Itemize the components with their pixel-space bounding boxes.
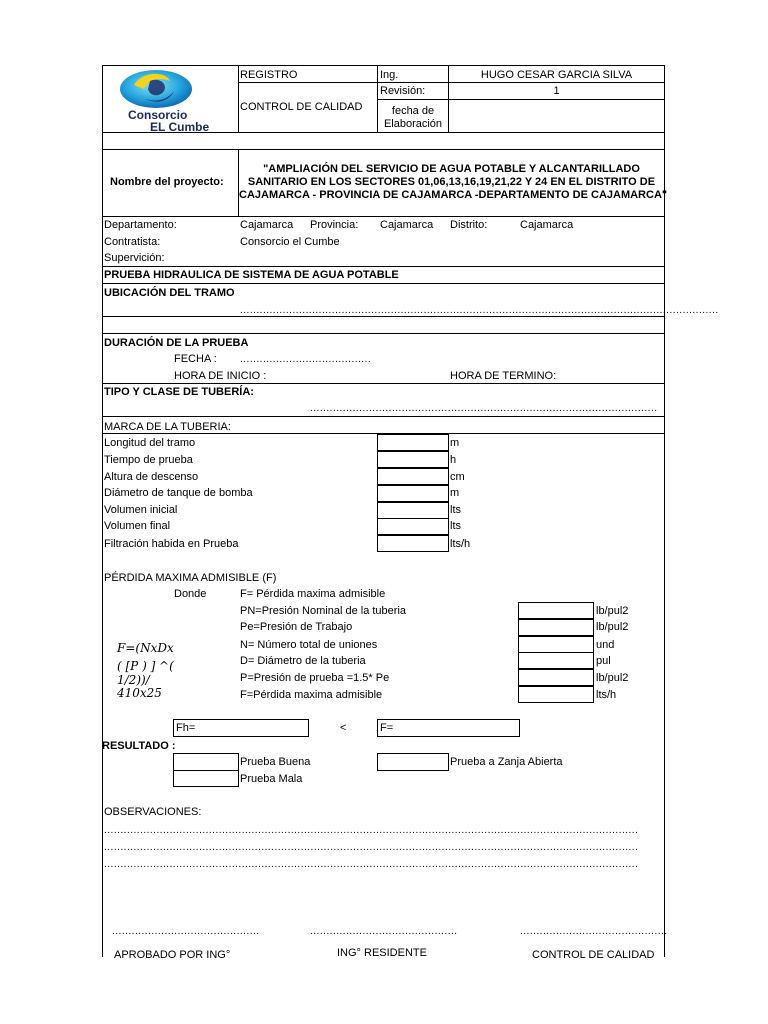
- f-label: F=: [380, 722, 394, 734]
- param-unit: lts: [450, 504, 461, 516]
- revision-value: 1: [553, 85, 560, 97]
- fecha-label: FECHA :: [174, 353, 217, 365]
- departamento-value: Cajamarca: [240, 219, 294, 231]
- perdida-row-label: N= Número total de uniones: [240, 639, 378, 651]
- param-input[interactable]: [377, 518, 449, 535]
- prueba-buena-label: Prueba Buena: [240, 756, 311, 768]
- spacer-line-2: [102, 333, 665, 334]
- perdida-row-unit: und: [596, 639, 615, 651]
- company-name-line2: EL Cumbe: [150, 120, 210, 134]
- duracion-bottom-line: [102, 383, 665, 384]
- param-label: Volumen inicial: [104, 504, 178, 516]
- ubicacion-title: UBICACIÓN DEL TRAMO: [104, 287, 235, 299]
- fh-input[interactable]: [173, 719, 309, 737]
- observaciones-line[interactable]: ...................................................................................................................................................................: [104, 842, 639, 853]
- param-input[interactable]: [377, 485, 449, 502]
- departamento-label: Departamento:: [104, 219, 177, 231]
- perdida-row-input[interactable]: [518, 652, 594, 669]
- fecha-dots: ........................................: [240, 354, 372, 365]
- perdida-row-unit: lb/pul2: [596, 672, 629, 684]
- ubicacion-bottom-line: [102, 316, 665, 317]
- param-unit: h: [450, 454, 457, 466]
- project-name-line2: SANITARIO EN LOS SECTORES 01,06,13,16,19,21,22 Y 24 EN EL DISTRITO DE: [247, 176, 656, 188]
- param-unit: cm: [450, 471, 465, 483]
- perdida-row-label: F=Pérdida maxima admisible: [240, 689, 383, 701]
- perdida-row-unit: pul: [596, 655, 611, 667]
- header-bottom-line: [102, 132, 665, 133]
- param-unit: m: [450, 487, 460, 499]
- ubicacion-dots: ..................................................................................................................................................: [240, 305, 719, 316]
- param-input[interactable]: [377, 451, 449, 468]
- location-bottom-line: [102, 266, 665, 267]
- param-input[interactable]: [377, 434, 449, 451]
- company-name-line1: Consorcio: [128, 108, 188, 122]
- control-calidad-label: CONTROL DE CALIDAD: [240, 101, 363, 113]
- param-unit: lts: [450, 520, 461, 532]
- frame-left-border: [102, 65, 103, 957]
- param-input[interactable]: [377, 535, 449, 552]
- perdida-row-unit: lb/pul2: [596, 621, 629, 633]
- tipo-title: TIPO Y CLASE DE TUBERÍA:: [104, 386, 254, 398]
- f-definition: F= Pérdida maxima admisible: [240, 588, 386, 600]
- ing-value: HUGO CESAR GARCIA SILVA: [480, 69, 633, 81]
- param-unit: m: [450, 437, 460, 449]
- fh-label: Fh=: [176, 722, 196, 734]
- donde-label: Donde: [174, 588, 207, 600]
- provincia-label: Provincia:: [310, 219, 359, 231]
- signature-line-aprobado: .............................................: [112, 926, 260, 937]
- duracion-title: DURACIÓN DE LA PRUEBA: [104, 337, 249, 349]
- contratista-label: Contratista:: [104, 236, 161, 248]
- observaciones-line[interactable]: ...................................................................................................................................................................: [104, 825, 639, 836]
- registro-label: REGISTRO: [240, 69, 298, 81]
- formula-line2: ( [P ) ] ^(: [117, 659, 174, 673]
- less-than-sign: <: [340, 722, 347, 734]
- perdida-row-label: Pe=Presión de Trabajo: [240, 621, 353, 633]
- prueba-zanja-checkbox[interactable]: [377, 753, 449, 771]
- prueba-mala-checkbox[interactable]: [173, 770, 239, 787]
- param-label: Tiempo de prueba: [104, 454, 193, 466]
- resultado-title: RESULTADO :: [102, 740, 176, 752]
- param-unit: lts/h: [450, 538, 471, 550]
- aprobado-label: APROBADO POR ING°: [114, 949, 231, 961]
- distrito-value: Cajamarca: [520, 219, 574, 231]
- contratista-value: Consorcio el Cumbe: [240, 236, 340, 248]
- param-label: Diámetro de tanque de bomba: [104, 487, 253, 499]
- perdida-row-label: P=Presión de prueba =1.5* Pe: [240, 672, 390, 684]
- project-bottom-line: [102, 216, 665, 217]
- perdida-row-input[interactable]: [518, 686, 594, 703]
- prueba-title: PRUEBA HIDRAULICA DE SISTEMA DE AGUA POTABLE: [104, 269, 399, 281]
- header-row-line-1: [238, 82, 665, 83]
- signature-line-control: .............................................: [520, 926, 668, 937]
- hora-termino-label: HORA DE TERMINO:: [450, 370, 557, 382]
- revision-label: Revisión:: [380, 85, 426, 97]
- perdida-title: PÉRDIDA MAXIMA ADMISIBLE (F): [104, 572, 277, 584]
- param-label: Longitud del tramo: [104, 437, 196, 449]
- header-divider-1: [238, 65, 239, 132]
- param-label: Altura de descenso: [104, 471, 199, 483]
- signature-line-residente: .............................................: [310, 926, 458, 937]
- project-name-line1: "AMPLIACIÓN DEL SERVICIO DE AGUA POTABLE Y ALCANTARILLADO: [263, 163, 640, 175]
- ing-label: Ing.: [380, 69, 399, 81]
- f-input[interactable]: [377, 719, 520, 737]
- perdida-row-label: PN=Presión Nominal de la tuberia: [240, 605, 407, 617]
- residente-label: ING° RESIDENTE: [337, 947, 427, 959]
- perdida-row-input[interactable]: [518, 619, 594, 636]
- control-calidad-sign-label: CONTROL DE CALIDAD: [532, 949, 655, 961]
- perdida-row-label: D= Diámetro de la tuberia: [240, 655, 366, 667]
- fecha-elaboracion-line2: Elaboración: [383, 118, 443, 130]
- provincia-value: Cajamarca: [380, 219, 434, 231]
- fecha-elaboracion-line1: fecha de: [391, 105, 435, 117]
- formula-line4: 410x25: [117, 686, 162, 700]
- perdida-row-unit: lts/h: [596, 689, 617, 701]
- formula-line1: F=(NxDx: [117, 641, 174, 655]
- param-input[interactable]: [377, 468, 449, 485]
- observaciones-line[interactable]: ...................................................................................................................................................................: [104, 859, 639, 870]
- tipo-bottom-line: [102, 416, 665, 417]
- project-label: Nombre del proyecto:: [110, 176, 224, 188]
- hora-inicio-label: HORA DE INICIO :: [174, 370, 267, 382]
- prueba-bottom-line: [102, 283, 665, 284]
- perdida-row-unit: lb/pul2: [596, 605, 629, 617]
- supervision-label: Supervición:: [104, 252, 165, 264]
- tipo-dots: ..........................................................................................................: [310, 403, 658, 414]
- param-label: Filtración habida en Prueba: [104, 538, 239, 550]
- frame-top-border: [102, 65, 665, 66]
- perdida-row-input[interactable]: [518, 602, 594, 619]
- prueba-mala-label: Prueba Mala: [240, 773, 303, 785]
- distrito-label: Distrito:: [450, 219, 488, 231]
- observaciones-title: OBSERVACIONES:: [104, 806, 202, 818]
- project-name-line3: CAJAMARCA - PROVINCIA DE CAJAMARCA -DEPARTAMENTO DE CAJAMARCA": [239, 189, 668, 201]
- perdida-row-input[interactable]: [518, 669, 594, 686]
- perdida-row-input[interactable]: [518, 636, 594, 653]
- header-row-line-2: [377, 99, 665, 100]
- formula-line3: 1/2))/: [117, 673, 150, 687]
- spacer-line: [102, 149, 665, 150]
- marca-title: MARCA DE LA TUBERIA:: [104, 421, 231, 433]
- param-input[interactable]: [377, 502, 449, 519]
- param-label: Volumen final: [104, 520, 171, 532]
- signature-labels-row: [102, 944, 665, 961]
- prueba-buena-checkbox[interactable]: [173, 753, 239, 771]
- prueba-zanja-label: Prueba a Zanja Abierta: [450, 756, 563, 768]
